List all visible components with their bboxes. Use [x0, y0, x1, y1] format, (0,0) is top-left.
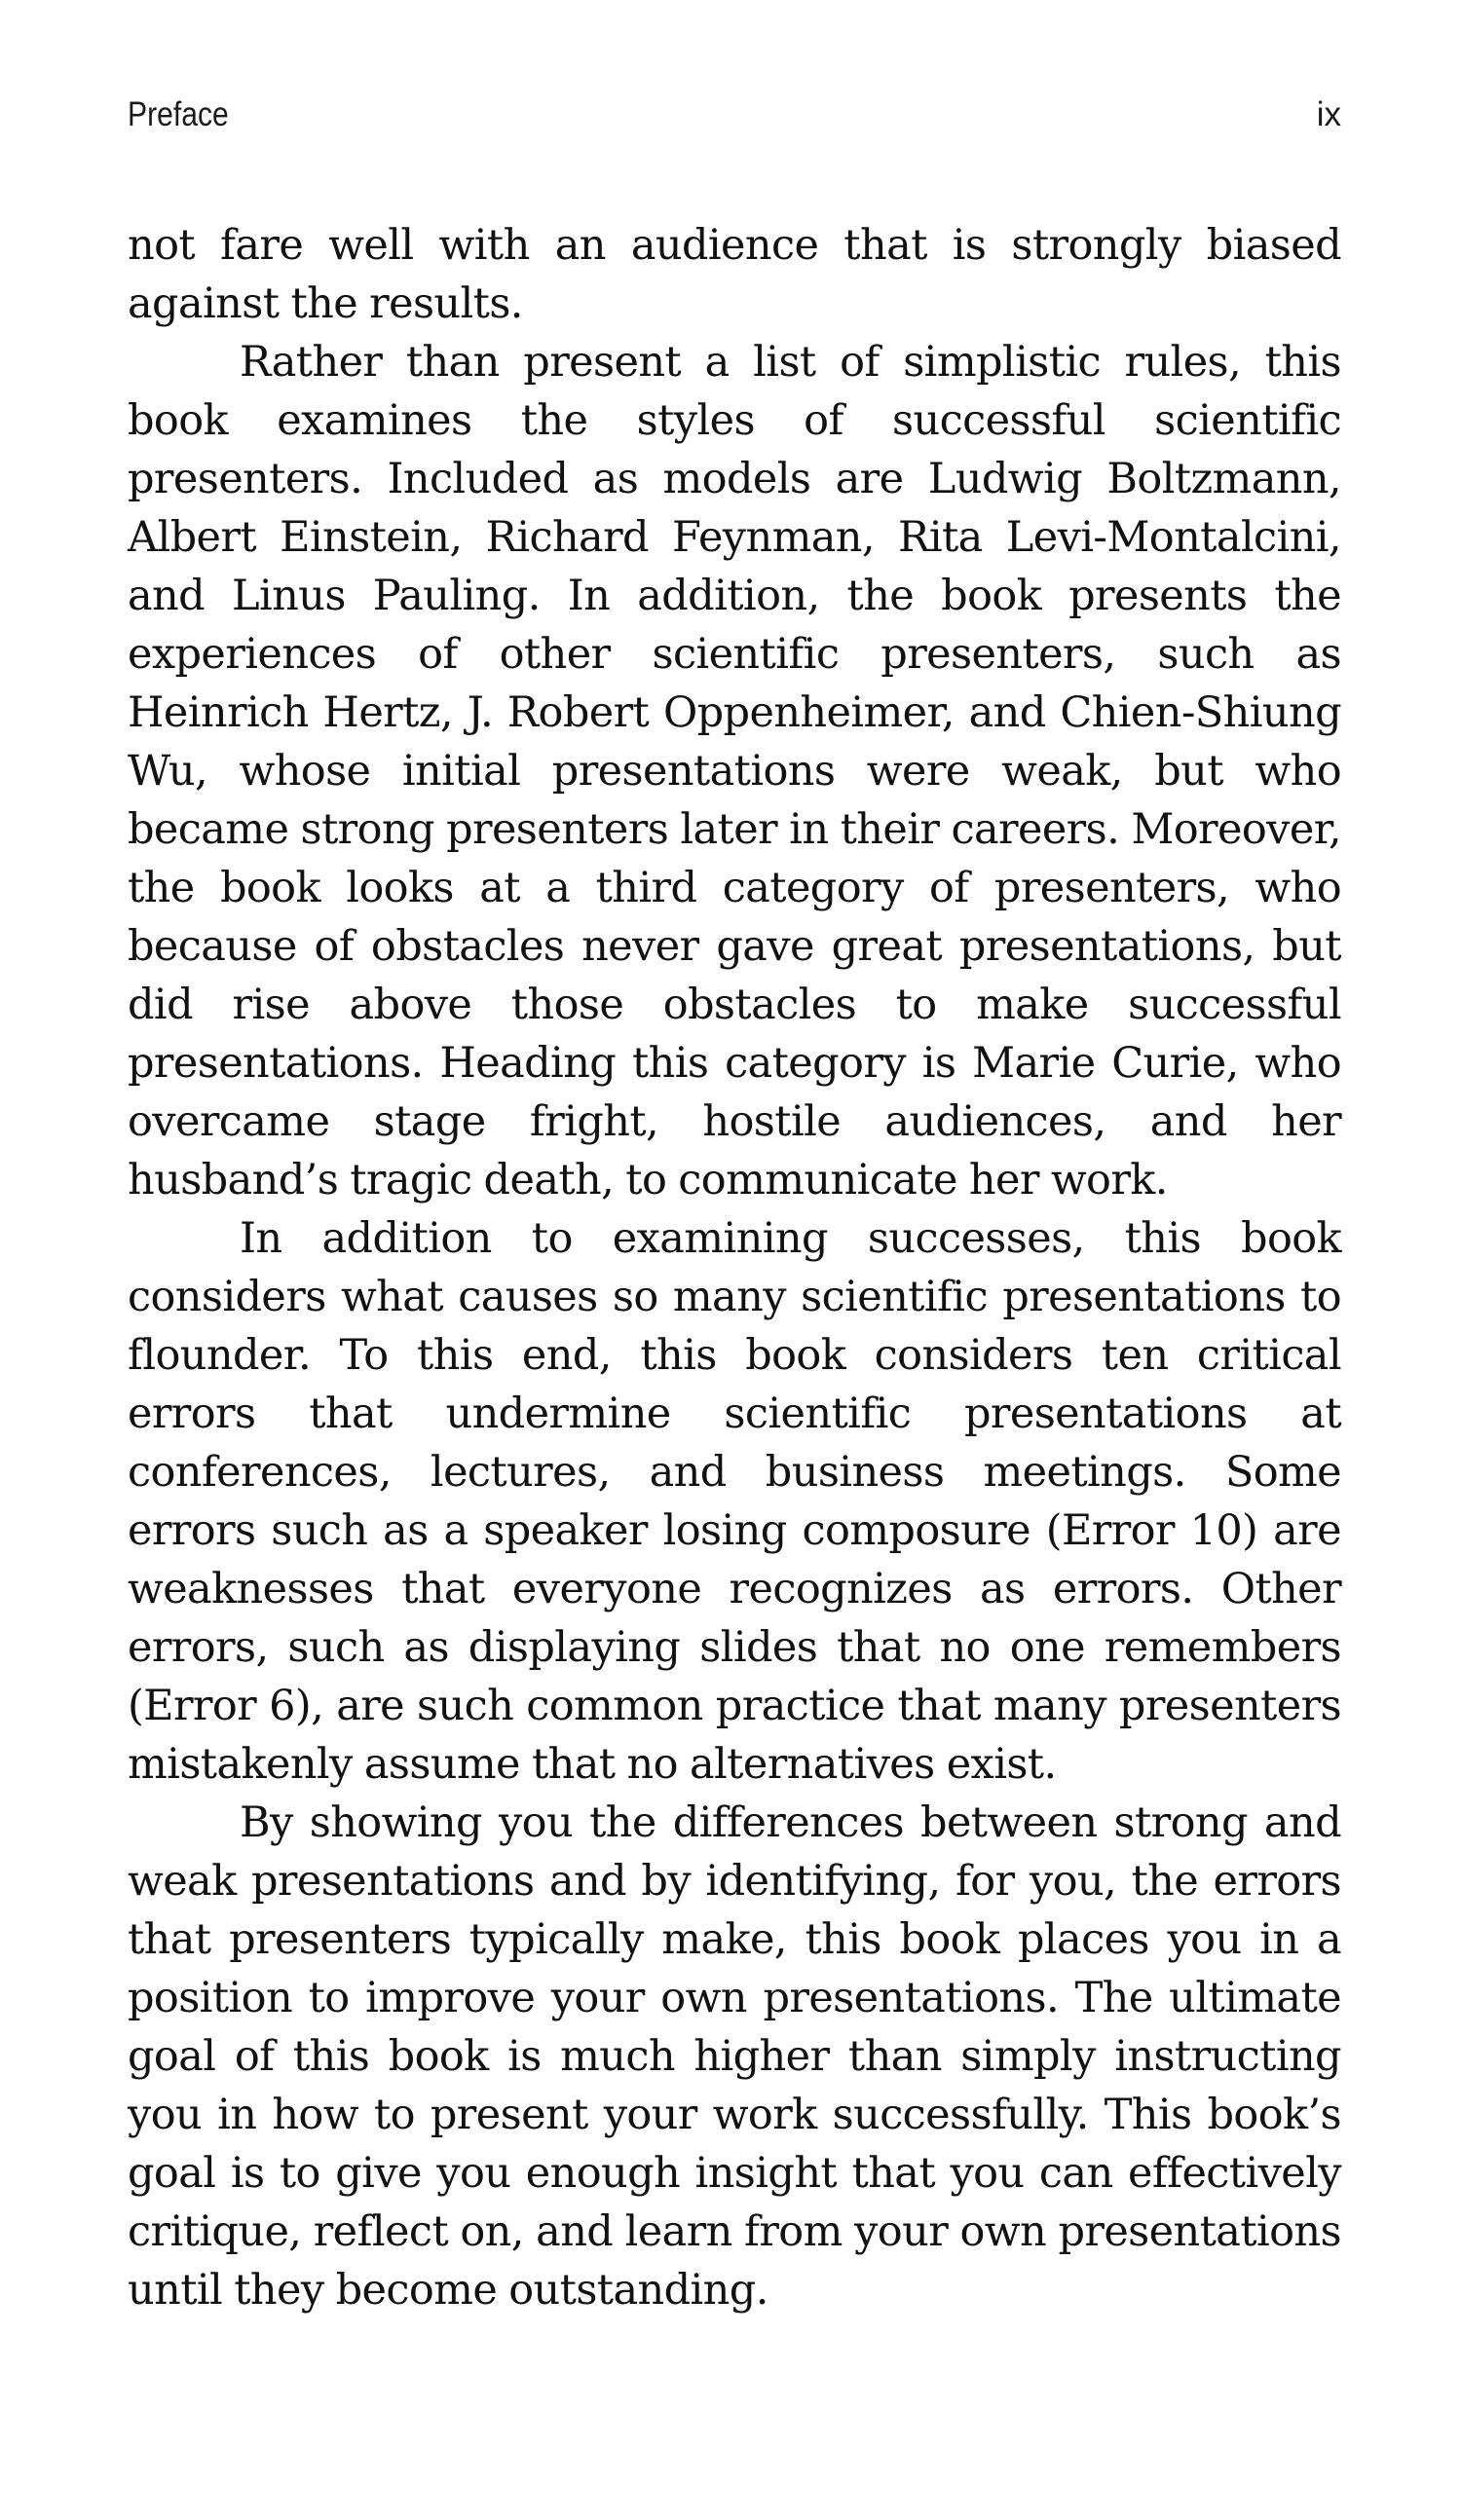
running-head-section-title: Preface	[128, 95, 229, 133]
paragraph-critical-errors: In addition to examining successes, this book considers what causes so many scientific presentations to flounder. To this end, this book considers ten critical errors that undermine scientific presentations at conferences, lectures, and business meetings. Some errors such as a speaker losing composure (Error 10) are weaknesses that everyone recognizes as errors. Other errors, such as displaying slides that no one remembers (Error 6), are such common practice that many presenters mistakenly assume that no alternatives exist.	[128, 1214, 1341, 1789]
paragraph-book-goal: By showing you the differences between strong and weak presentations and by identifying, for you, the errors that presenters typically make, this book places you in a position to improve your own presentations. The ultimate goal of this book is much higher than simply instructing you in how to present your work successfully. This book’s goal is to give you enough insight that you can effectively critique, reflect on, and learn from your own presentations until they become outstanding.	[128, 1798, 1341, 2315]
page-number: ix	[1316, 95, 1341, 133]
paragraph-continued: not fare well with an audience that is strongly biased against the results.	[128, 221, 1341, 328]
paragraph-presenter-styles: Rather than present a list of simplistic rules, this book examines the styles of successful scientific presenters. Included as models are Ludwig Boltzmann, Albert Einstein, Richard Feynman, Rita Levi-Montalcini, and Linus Pauling. In addition, the book presents the experiences of other scientific presenters, such as Heinrich Hertz, J. Robert Oppenheimer, and Chien-Shiung Wu, whose initial presentations were weak, but who became strong presenters later in their careers. Moreover, the book looks at a third category of presenters, who because of obstacles never gave great presentations, but did rise above those obstacles to make successful presentations. Heading this category is Marie Curie, who overcame stage fright, hostile audiences, and her husband’s tragic death, to communicate her work.	[128, 338, 1341, 1204]
running-head	[128, 95, 1341, 154]
body-text	[128, 216, 1341, 2319]
